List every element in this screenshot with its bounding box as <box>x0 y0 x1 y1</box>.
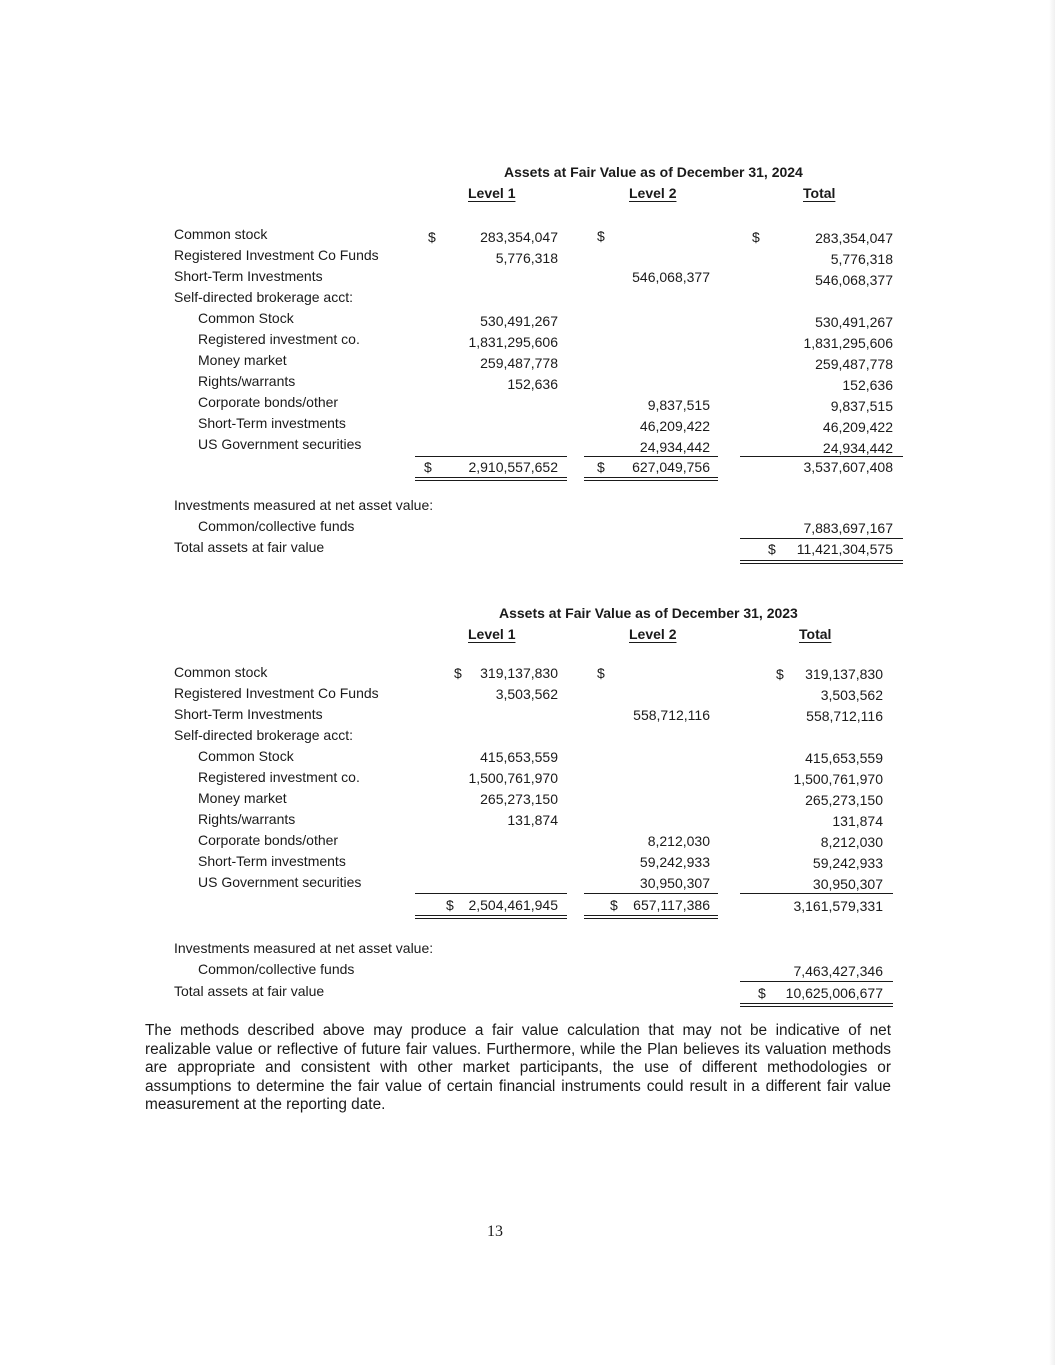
row-label: Money market <box>198 790 287 806</box>
level2-value: 24,934,442 <box>639 439 710 455</box>
level1-value: 259,487,778 <box>480 355 558 371</box>
total-value: 415,653,559 <box>805 750 883 766</box>
total-value: 46,209,422 <box>822 419 893 435</box>
col-header-level1: Level 1 <box>468 185 516 201</box>
total-value: 558,712,116 <box>806 708 883 724</box>
row-label: Self-directed brokerage acct: <box>174 727 353 743</box>
grand-total-value: 11,421,304,575 <box>796 541 893 557</box>
subtotal-double-rule <box>415 915 567 919</box>
level1-value: 1,500,761,970 <box>468 770 558 786</box>
total-value: 319,137,830 <box>805 666 883 682</box>
total-value: 546,068,377 <box>815 272 893 288</box>
row-label: Registered investment co. <box>198 769 360 785</box>
level2-subtotal: 627,049,756 <box>632 459 710 475</box>
subtotal-rule <box>740 893 893 894</box>
row-label: Rights/warrants <box>198 811 296 827</box>
total-subtotal: 3,537,607,408 <box>803 459 893 475</box>
subtotal-rule <box>415 456 567 457</box>
level2-value: 8,212,030 <box>647 833 710 849</box>
total-value: 152,636 <box>842 377 893 393</box>
level1-value: 3,503,562 <box>495 686 558 702</box>
level1-value: 265,273,150 <box>480 791 558 807</box>
grand-total-value: 10,625,006,677 <box>785 985 883 1001</box>
total-value: 30,950,307 <box>812 876 883 892</box>
level1-value: 415,653,559 <box>480 749 558 765</box>
col-header-level1: Level 1 <box>468 626 516 642</box>
dollar-sign: $ <box>752 229 760 245</box>
nav-rule <box>740 538 903 539</box>
subtotal-double-rule <box>584 477 718 481</box>
page-edge <box>1049 0 1055 1365</box>
level1-value: 152,636 <box>507 376 558 392</box>
level1-subtotal: 2,504,461,945 <box>468 897 558 913</box>
subtotal-double-rule <box>415 477 567 481</box>
nav-total: 7,883,697,167 <box>803 520 893 536</box>
total-subtotal: 3,161,579,331 <box>793 898 883 914</box>
level2-subtotal: 657,117,386 <box>633 897 710 913</box>
total-value: 5,776,318 <box>830 251 893 267</box>
grand-total-double-rule <box>740 560 903 564</box>
row-label: Common Stock <box>198 310 294 326</box>
total-value: 3,503,562 <box>820 687 883 703</box>
total-value: 59,242,933 <box>812 855 883 871</box>
total-value: 530,491,267 <box>815 314 893 330</box>
nav-heading: Investments measured at net asset value: <box>174 940 434 956</box>
dollar-sign: $ <box>597 459 605 475</box>
total-value: 1,831,295,606 <box>803 335 893 351</box>
row-label: Corporate bonds/other <box>198 832 339 848</box>
nav-label: Common/collective funds <box>198 518 355 534</box>
level1-value: 5,776,318 <box>495 250 558 266</box>
row-label: Self-directed brokerage acct: <box>174 289 353 305</box>
dollar-sign: $ <box>768 541 776 557</box>
level1-value: 1,831,295,606 <box>468 334 558 350</box>
level1-value: 131,874 <box>507 812 558 828</box>
subtotal-rule <box>584 456 718 457</box>
methodology-note: The methods described above may produce a fair value calculation that may not be indicative of net realizable value or reflective of future fair values. Furthermore, while the Plan believes its valuation methods are appropriate and consistent with other market participants, the use of different methodologies or assumptions to determine the fair value of certain financial instruments could result in a different fair value measurement at the reporting date. <box>145 1022 891 1114</box>
total-value: 8,212,030 <box>820 834 883 850</box>
subtotal-rule <box>584 893 718 894</box>
dollar-sign: $ <box>597 228 605 244</box>
nav-heading: Investments measured at net asset value: <box>174 497 434 513</box>
dollar-sign: $ <box>428 229 436 245</box>
level1-value: 530,491,267 <box>480 313 558 329</box>
col-header-level2: Level 2 <box>629 185 677 201</box>
row-label: Corporate bonds/other <box>198 394 339 410</box>
level2-value: 9,837,515 <box>647 397 710 413</box>
level2-value: 59,242,933 <box>639 854 710 870</box>
grand-total-label: Total assets at fair value <box>174 539 325 555</box>
total-value: 131,874 <box>832 813 883 829</box>
row-label: Rights/warrants <box>198 373 296 389</box>
dollar-sign: $ <box>424 459 432 475</box>
row-label: Common Stock <box>198 748 294 764</box>
dollar-sign: $ <box>776 666 784 682</box>
row-label: Common stock <box>174 226 268 242</box>
col-header-total: Total <box>799 626 832 642</box>
level2-value: 46,209,422 <box>639 418 710 434</box>
level2-value: 30,950,307 <box>639 875 710 891</box>
grand-total-double-rule <box>740 1003 893 1007</box>
row-label: Short-Term investments <box>198 853 346 869</box>
page-number: 13 <box>487 1223 503 1240</box>
row-label: US Government securities <box>198 874 362 890</box>
row-label: Registered Investment Co Funds <box>174 685 379 701</box>
table-title: Assets at Fair Value as of December 31, 2024 <box>504 164 803 180</box>
subtotal-rule <box>740 456 903 457</box>
nav-rule <box>740 981 893 982</box>
dollar-sign: $ <box>597 665 605 681</box>
total-value: 9,837,515 <box>830 398 893 414</box>
col-header-level2: Level 2 <box>629 626 677 642</box>
col-header-total: Total <box>803 185 836 201</box>
row-label: Common stock <box>174 664 268 680</box>
subtotal-rule <box>415 893 567 894</box>
row-label: US Government securities <box>198 436 362 452</box>
row-label: Registered investment co. <box>198 331 360 347</box>
total-value: 283,354,047 <box>815 230 893 246</box>
level2-value: 558,712,116 <box>633 707 710 723</box>
total-value: 24,934,442 <box>822 440 893 456</box>
row-label: Short-Term Investments <box>174 268 323 284</box>
level1-subtotal: 2,910,557,652 <box>468 459 558 475</box>
row-label: Short-Term investments <box>198 415 346 431</box>
dollar-sign: $ <box>610 897 618 913</box>
nav-total: 7,463,427,346 <box>793 963 883 979</box>
total-value: 265,273,150 <box>805 792 883 808</box>
dollar-sign: $ <box>454 665 462 681</box>
row-label: Money market <box>198 352 287 368</box>
grand-total-label: Total assets at fair value <box>174 983 325 999</box>
total-value: 259,487,778 <box>815 356 893 372</box>
table-title: Assets at Fair Value as of December 31, 2023 <box>499 605 798 621</box>
row-label: Registered Investment Co Funds <box>174 247 379 263</box>
level1-value: 319,137,830 <box>480 665 558 681</box>
row-label: Short-Term Investments <box>174 706 323 722</box>
level2-value: 546,068,377 <box>632 269 710 285</box>
level1-value: 283,354,047 <box>480 229 558 245</box>
total-value: 1,500,761,970 <box>793 771 883 787</box>
nav-label: Common/collective funds <box>198 961 355 977</box>
dollar-sign: $ <box>446 897 454 913</box>
subtotal-double-rule <box>584 915 718 919</box>
dollar-sign: $ <box>758 985 766 1001</box>
